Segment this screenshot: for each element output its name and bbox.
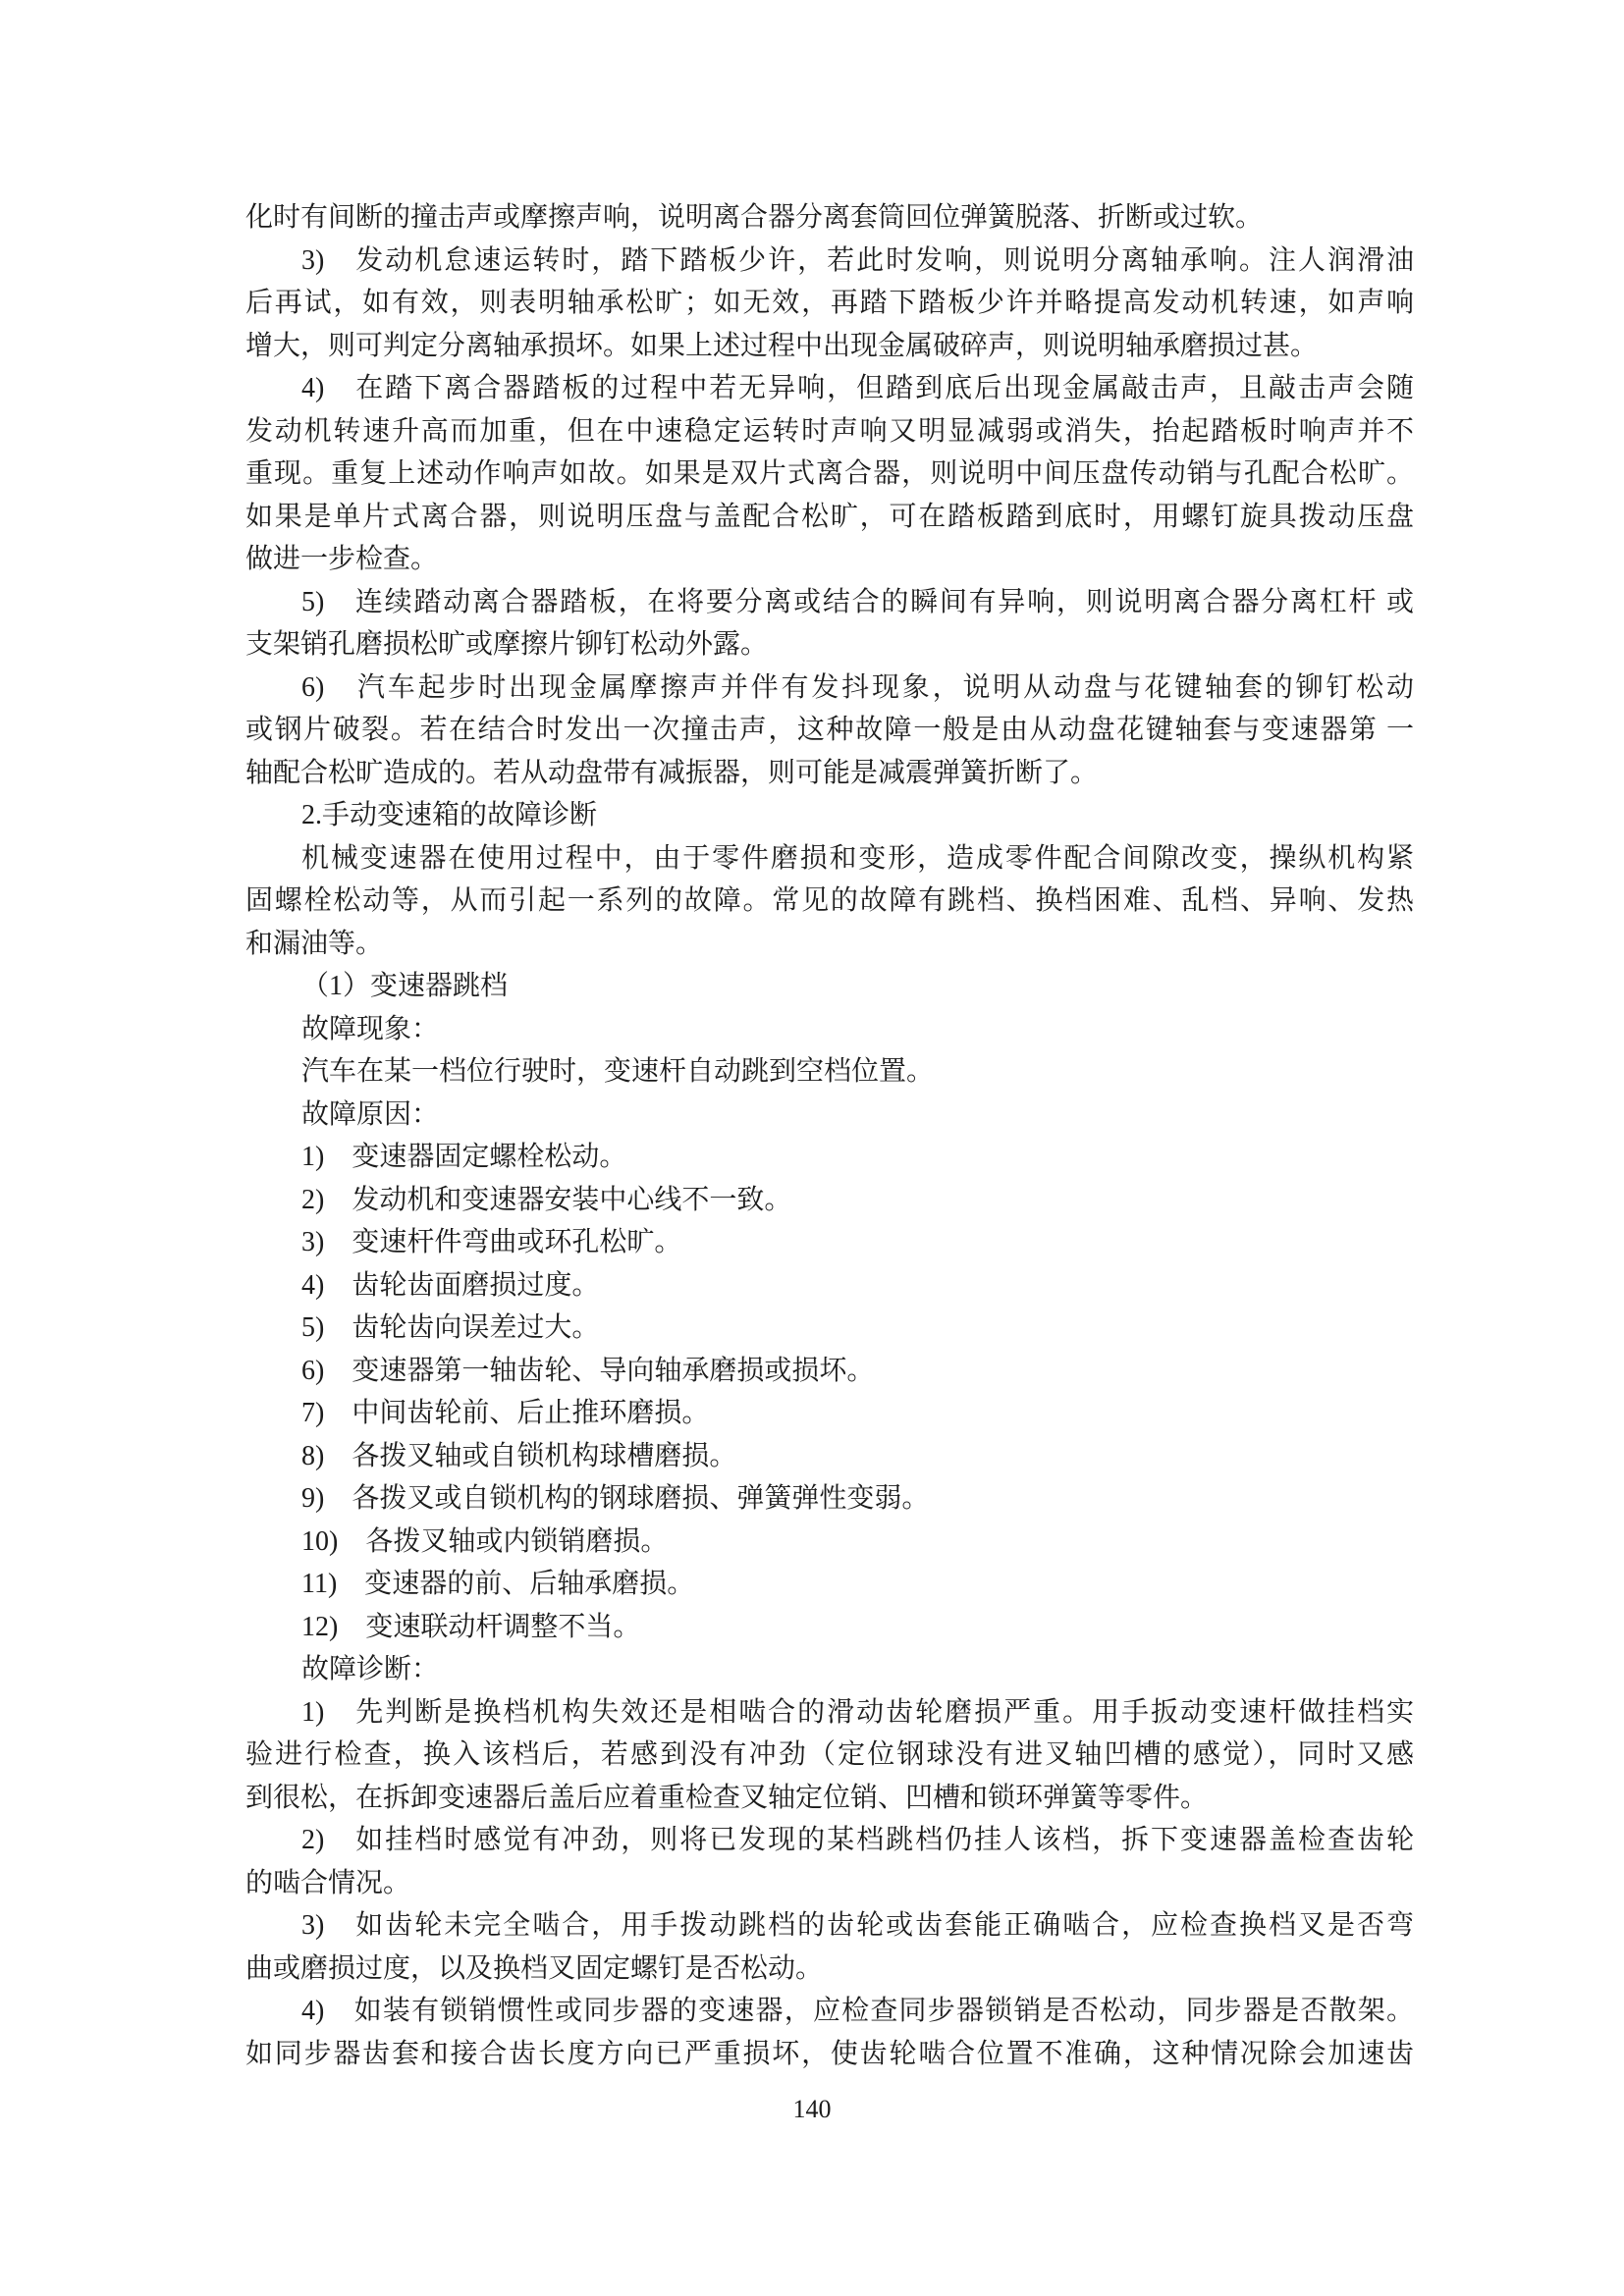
text-line-39: 2) 如挂档时感觉有冲劲，则将已发现的某档跳档仍挂人该档，拆下变速器盖检查齿轮 — [301, 1825, 1414, 1855]
text-line-2: 3) 发动机怠速运转时，踏下踏板少许，若此时发响，则说明分离轴承响。注人润滑油 — [301, 244, 1414, 276]
text-line-40: 的啮合情况。 — [245, 1867, 411, 1898]
text-line-41: 3) 如齿轮未完全啮合，用手拨动跳档的齿轮或齿套能正确啮合，应检查换档叉是否弯 — [301, 1910, 1414, 1941]
page-body-text — [245, 196, 1414, 2075]
text-line-16: 机械变速器在使用过程中，由于零件磨损和变形，造成零件配合间隙改变，操纵机构紧 — [301, 842, 1414, 874]
text-line-12: 6) 汽车起步时出现金属摩擦声并伴有发抖现象，说明从动盘与花键轴套的铆钉松动 — [301, 671, 1414, 703]
text-line-24: 2) 发动机和变速器安装中心线不一致。 — [301, 1184, 792, 1215]
text-line-42: 曲或磨损过度，以及换档叉固定螺钉是否松动。 — [245, 1952, 824, 1984]
text-line-17: 固螺栓松动等，从而引起一系列的故障。常见的故障有跳档、换档困难、乱档、异响、发热 — [245, 885, 1414, 916]
text-line-44: 如同步器齿套和接合齿长度方向已严重损坏，使齿轮啮合位置不准确，这种情况除会加速齿 — [245, 2038, 1414, 2069]
text-line-18: 和漏油等。 — [245, 928, 384, 959]
text-line-38: 到很松，在拆卸变速器后盖后应着重检查叉轴定位销、凹槽和锁环弹簧等零件。 — [245, 1782, 1209, 1813]
text-line-10: 5) 连续踏动离合器踏板，在将要分离或结合的瞬间有异响，则说明离合器分离杠杆 或 — [301, 586, 1414, 617]
text-line-13: 或钢片破裂。若在结合时发出一次撞击声，这种故障一般是由从动盘花键轴套与变速器第 一 — [245, 715, 1414, 745]
text-line-3: 后再试，如有效，则表明轴承松旷；如无效，再踏下踏板少许并略提高发动机转速，如声响 — [245, 288, 1414, 318]
text-line-19: （1）变速器跳档 — [301, 971, 509, 1001]
text-line-9: 做进一步检查。 — [245, 544, 439, 574]
text-line-28: 6) 变速器第一轴齿轮、导向轴承磨损或损坏。 — [301, 1355, 875, 1386]
text-line-25: 3) 变速杆件弯曲或环孔松旷。 — [301, 1227, 682, 1257]
text-line-4: 增大，则可判定分离轴承损坏。如果上述过程中出现金属破碎声，则说明轴承磨损过甚。 — [245, 330, 1319, 361]
text-line-43: 4) 如装有锁销惯性或同步器的变速器，应检查同步器锁销是否松动，同步器是否散架。 — [301, 1996, 1414, 2026]
text-line-26: 4) 齿轮齿面磨损过度。 — [301, 1269, 600, 1301]
text-line-14: 轴配合松旷造成的。若从动盘带有减振器，则可能是减震弹簧折断了。 — [245, 757, 1099, 788]
text-line-1: 化时有间断的撞击声或摩擦声响，说明离合器分离套筒回位弹簧脱落、折断或过软。 — [245, 202, 1264, 233]
text-line-27: 5) 齿轮齿向误差过大。 — [301, 1312, 600, 1343]
text-line-8: 如果是单片式离合器，则说明压盘与盖配合松旷，可在踏板踏到底时，用螺钉旋具拨动压盘 — [245, 501, 1414, 532]
text-line-30: 8) 各拨叉轴或自锁机构球槽磨损。 — [301, 1440, 737, 1471]
text-line-29: 7) 中间齿轮前、后止推环磨损。 — [301, 1398, 710, 1428]
text-line-34: 12) 变速联动杆调整不当。 — [301, 1611, 641, 1642]
text-line-21: 汽车在某一档位行驶时，变速杆自动跳到空档位置。 — [301, 1056, 935, 1087]
page-number: 140 — [792, 2095, 832, 2123]
text-line-31: 9) 各拨叉或自锁机构的钢球磨损、弹簧弹性变弱。 — [301, 1483, 930, 1514]
text-line-7: 重现。重复上述动作响声如故。如果是双片式离合器，则说明中间压盘传动销与孔配合松旷。 — [245, 458, 1414, 489]
text-line-36: 1) 先判断是换档机构失效还是相啮合的滑动齿轮磨损严重。用手扳动变速杆做挂档实 — [301, 1696, 1414, 1728]
text-line-32: 10) 各拨叉轴或内锁销磨损。 — [301, 1525, 669, 1557]
text-line-6: 发动机转速升高而加重，但在中速稳定运转时声响又明显减弱或消失，抬起踏板时响声并不 — [245, 415, 1414, 447]
text-line-22: 故障原因： — [301, 1098, 440, 1130]
text-line-20: 故障现象： — [301, 1013, 440, 1044]
text-line-23: 1) 变速器固定螺栓松动。 — [301, 1142, 627, 1172]
text-line-15: 2.手动变速箱的故障诊断 — [301, 800, 598, 830]
text-line-5: 4) 在踏下离合器踏板的过程中若无异响，但踏到底后出现金属敲击声，且敲击声会随 — [301, 373, 1414, 403]
text-line-33: 11) 变速器的前、后轴承磨损。 — [301, 1569, 695, 1599]
text-line-35: 故障诊断： — [301, 1654, 440, 1684]
text-line-37: 验进行检查，换入该档后，若感到没有冲劲（定位钢球没有进叉轴凹槽的感觉），同时又感 — [245, 1739, 1414, 1770]
text-line-11: 支架销孔磨损松旷或摩擦片铆钉松动外露。 — [245, 629, 769, 660]
